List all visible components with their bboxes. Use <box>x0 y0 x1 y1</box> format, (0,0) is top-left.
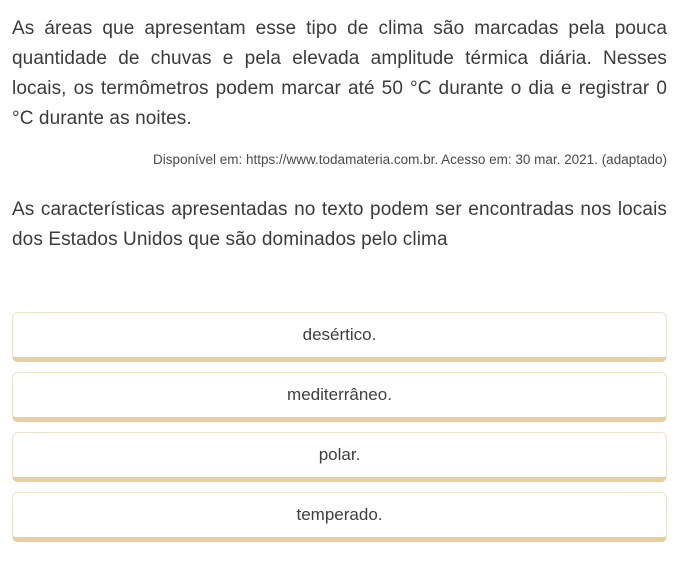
answer-option-mediterraneo[interactable] <box>12 372 667 422</box>
passage-text: As áreas que apresentam esse tipo de clima são marcadas pela pouca quantidade de chuvas e pela elevada amplitude térmica diária. Nesses locais, os termômetros podem marcar até 50 °C durante o dia e registrar 0 °C durante as noites. <box>12 18 667 129</box>
answer-option-label: mediterrâneo. <box>287 385 392 404</box>
question-prompt: As características apresentadas no texto podem ser encontradas nos locais dos Estados Unidos que são dominados pelo clima <box>12 199 667 250</box>
answer-option-temperado[interactable] <box>12 492 667 542</box>
answer-option-label: polar. <box>318 445 361 464</box>
answer-option-polar[interactable] <box>12 432 667 482</box>
source-citation: Disponível em: https://www.todamateria.com.br. Acesso em: 30 mar. 2021. (adaptado) <box>152 152 667 167</box>
answer-option-label: desértico. <box>302 325 377 344</box>
answer-options <box>12 312 667 552</box>
question-content <box>12 14 667 255</box>
answer-option-label: temperado. <box>296 505 383 524</box>
answer-option-desertico[interactable] <box>12 312 667 362</box>
